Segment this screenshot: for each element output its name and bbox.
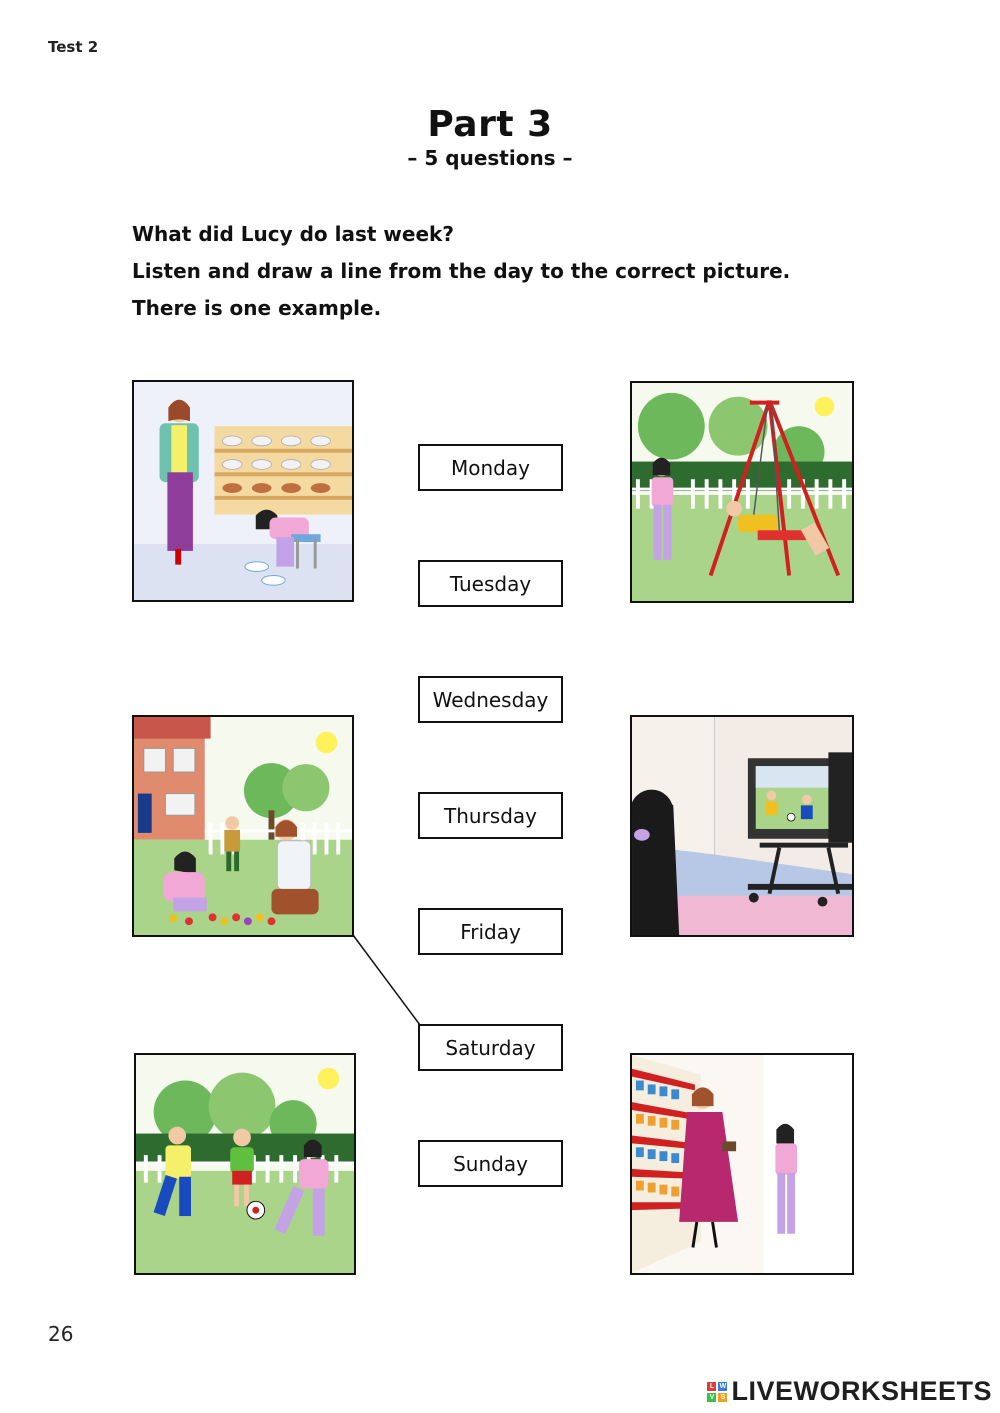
picture-supermarket[interactable]	[630, 1053, 854, 1275]
picture-swings-park[interactable]	[630, 381, 854, 603]
day-box-saturday[interactable]: Saturday	[418, 1024, 563, 1071]
picture-watching-tv[interactable]	[630, 715, 854, 937]
picture-playing-football[interactable]	[134, 1053, 356, 1275]
example-connection-line	[340, 930, 430, 1030]
instruction-question: What did Lucy do last week?	[132, 222, 454, 246]
day-box-friday[interactable]: Friday	[418, 908, 563, 955]
brand-logo-icon: L W V S	[707, 1382, 727, 1402]
part-title: Part 3	[427, 104, 553, 145]
test-label: Test 2	[48, 38, 99, 56]
day-box-tuesday[interactable]: Tuesday	[418, 560, 563, 607]
picture-shoe-shop[interactable]	[132, 380, 354, 602]
page-number: 26	[48, 1322, 74, 1346]
picture-garden-flowers[interactable]	[132, 715, 354, 937]
day-box-wednesday[interactable]: Wednesday	[418, 676, 563, 723]
questions-subtitle: – 5 questions –	[407, 146, 573, 170]
brand-footer[interactable]	[707, 1376, 992, 1407]
brand-name: LIVEWORKSHEETS	[731, 1376, 992, 1406]
instruction-example: There is one example.	[132, 296, 382, 320]
day-box-sunday[interactable]: Sunday	[418, 1140, 563, 1187]
instruction-listen: Listen and draw a line from the day to the correct picture.	[132, 259, 791, 283]
day-box-thursday[interactable]: Thursday	[418, 792, 563, 839]
day-box-monday[interactable]: Monday	[418, 444, 563, 491]
